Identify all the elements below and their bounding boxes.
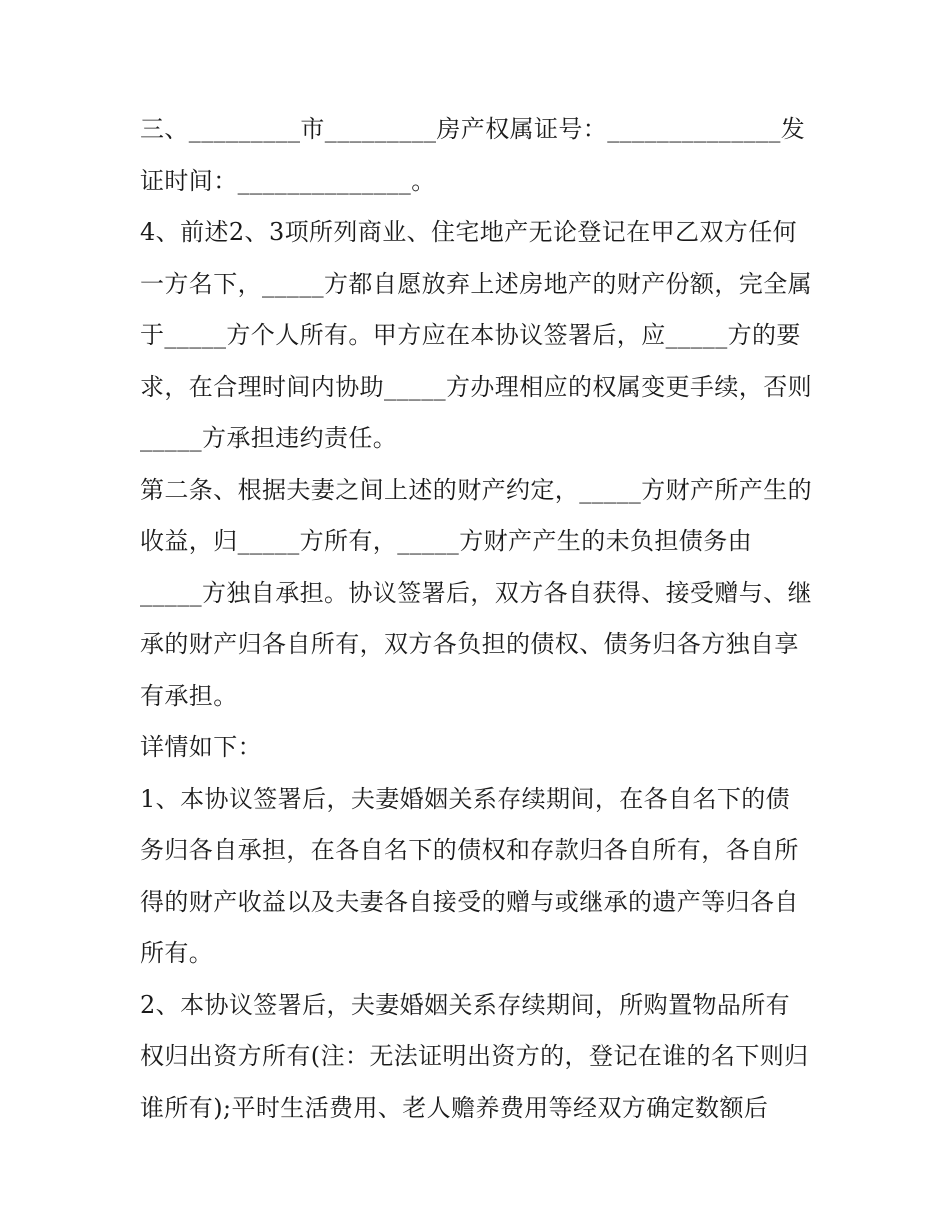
paragraph-article-two: 第二条、根据夫妻之间上述的财产约定，_____方财产所产生的收益，归_____方所有，_____方财产产生的未负担债务由_____方独自承担。协议签署后，双方各自获得、接受赠与、继承的财产归各自所有，双方各负担的债权、债务归各方独自享有承担。: [140, 475, 812, 710]
paragraph-detail-two: 2、本协议签署后，夫妻婚姻关系存续期间，所购置物品所有权归出资方所有(注：无法证明出资方的，登记在谁的名下则归谁所有);平时生活费用、老人赡养费用等经双方确定数额后: [140, 990, 809, 1122]
paragraph-real-estate-ownership: 4、前述2、3项所列商业、住宅地产无论登记在甲乙双方任何一方名下，_____方都自愿放弃上述房地产的财产份额，完全属于_____方个人所有。甲方应在本协议签署后，应_____方的要求，在合理时间内协助_____方办理相应的权属变更手续，否则_____方承担违约责任。: [140, 218, 812, 452]
paragraph-detail-one: 1、本协议签署后，夫妻婚姻关系存续期间，在各自名下的债务归各自承担，在各自名下的债权和存款归各自所有，各自所得的财产收益以及夫妻各自接受的赠与或继承的遗产等归各自所有。: [140, 784, 799, 967]
paragraph-details-heading: 详情如下：: [140, 733, 262, 761]
document-body: [140, 104, 812, 1134]
paragraph-property-certificate: 三、_________市_________房产权属证号：______________发证时间：______________。: [140, 115, 806, 195]
